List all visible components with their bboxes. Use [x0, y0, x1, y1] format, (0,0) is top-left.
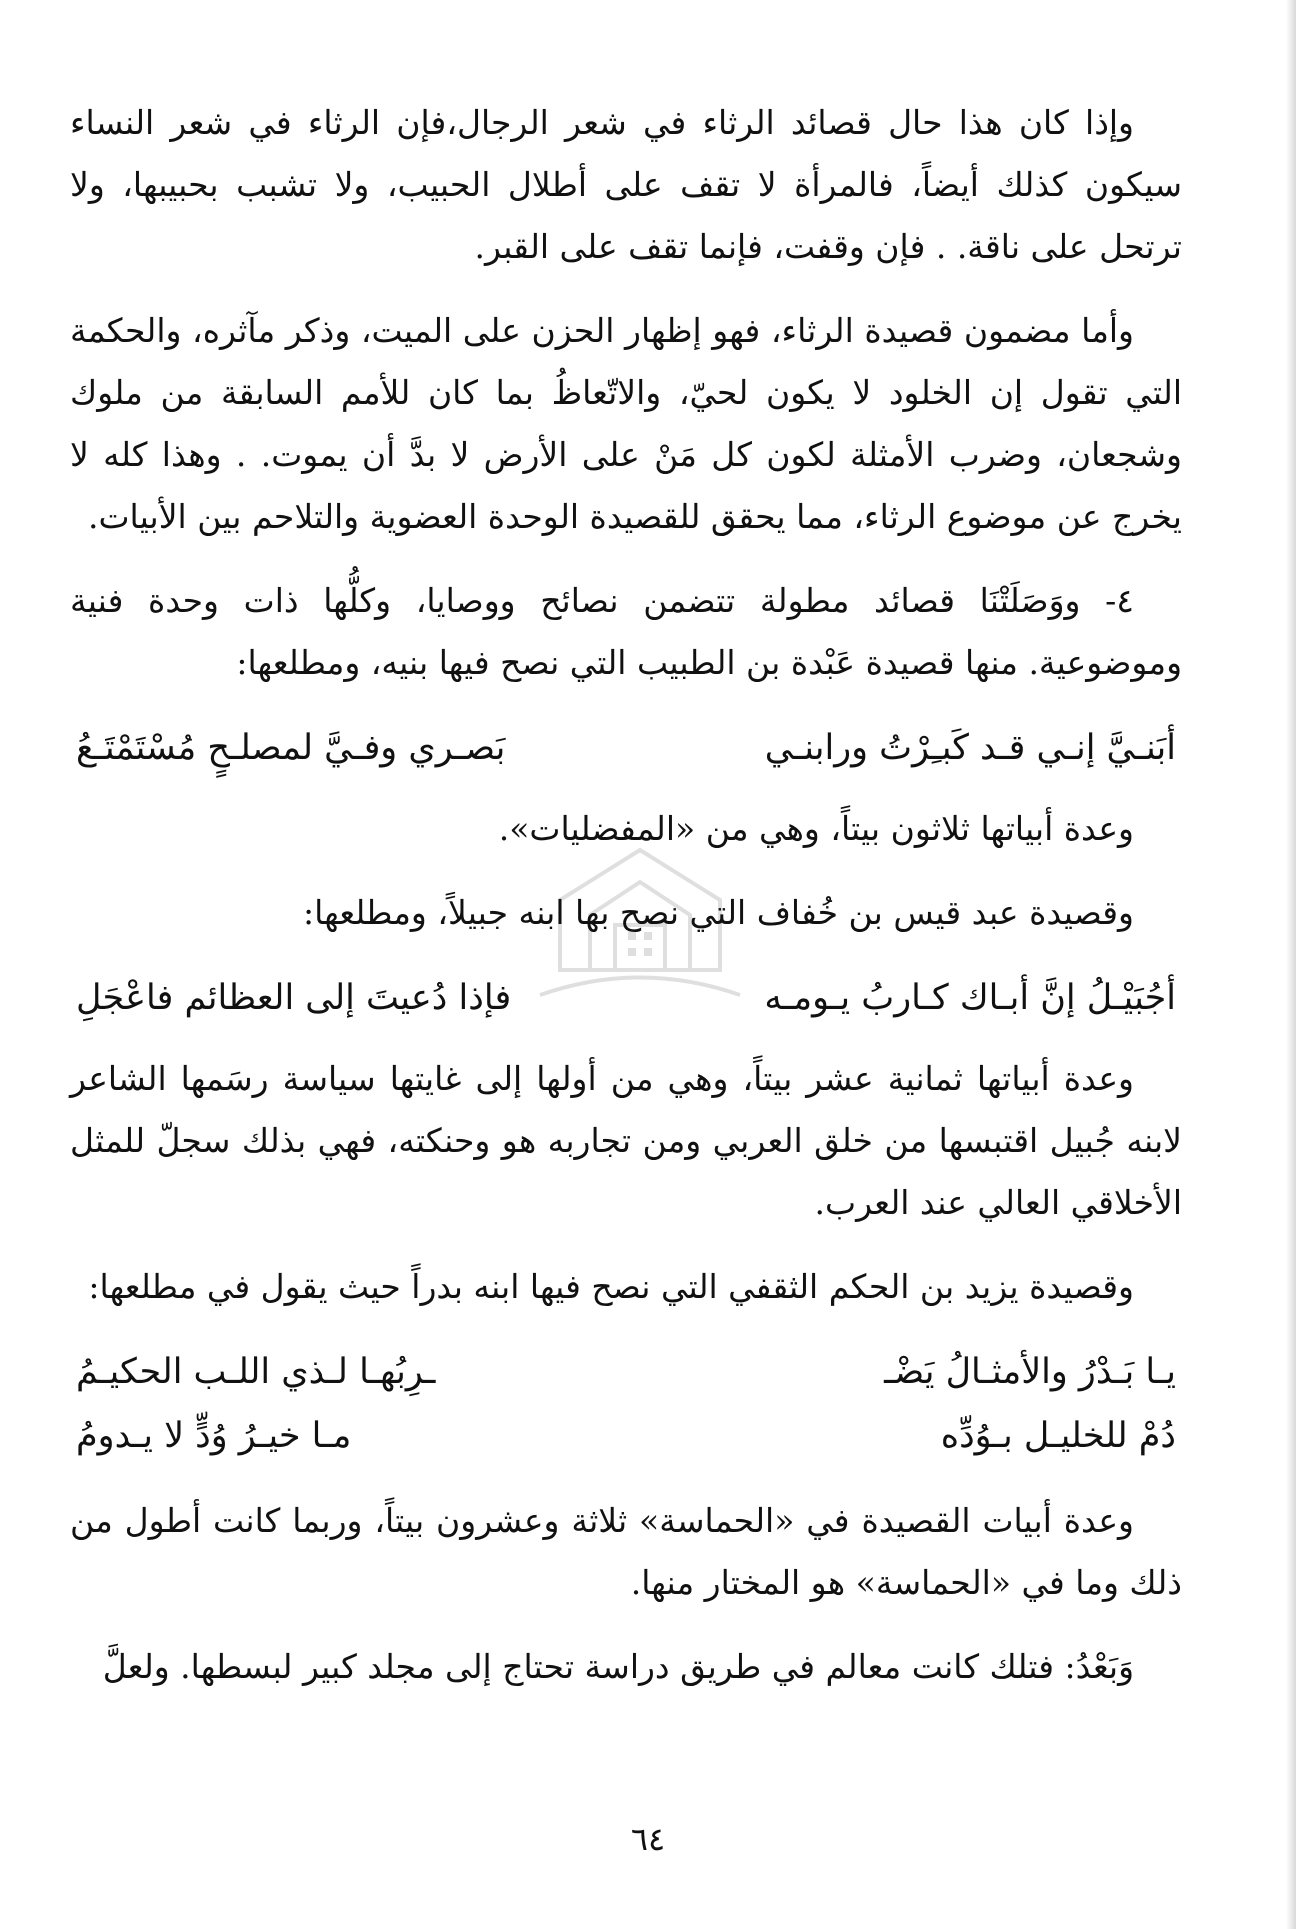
- paragraph-elegy-content: وأما مضمون قصيدة الرثاء، فهو إظهار الحزن على الميت، وذكر مآثره، والحكمة التي تقول إن الخلود لا يكون لحيّ، والاتّعاظُ بما كان للأمم السابقة من ملوك وشجعان، وضرب الأمثلة لكون كل مَنْ على الأرض لا بدَّ أن يموت. . وهذا كله لا يخرج عن موضوع الرثاء، مما يحقق للقصيدة الوحدة العضوية والتلاحم بين الأبيات.: [70, 311, 1182, 536]
- page-body: [70, 92, 1182, 1720]
- scan-edge: [1286, 0, 1296, 1929]
- verse-yazid-2: [70, 1404, 1182, 1468]
- paragraph-yazid: وقصيدة يزيد بن الحكم الثقفي التي نصح فيها ابنه بدراً حيث يقول في مطلعها:: [88, 1267, 1134, 1306]
- verse-second-hemistich: ـرِبُهـا لـذي اللـب الحكيـمُ: [76, 1352, 436, 1392]
- paragraph-elegy-women: وإذا كان هذا حال قصائد الرثاء في شعر الرجال،فإن الرثاء في شعر النساء سيكون كذلك أيضاً، فالمرأة لا تقف على أطلال الحبيب، ولا تشبب بحبيبها، ولا ترتحل على ناقة. . فإن وقفت، فإنما تقف على القبر.: [70, 103, 1182, 266]
- page-number: ٦٤: [630, 1820, 666, 1858]
- verse-second-hemistich: فإذا دُعيتَ إلى العظائم فاعْجَلِ: [76, 978, 512, 1018]
- verse-first-hemistich: يـا بَـدْرُ والأمثـالُ يَضْـ: [884, 1352, 1176, 1392]
- verse-abda: [70, 716, 1182, 780]
- paragraph-abda-count: وعدة أبياتها ثلاثون بيتاً، وهي من «المفضليات».: [498, 809, 1134, 848]
- verse-second-hemistich: مـا خيـرُ وُدٍّ لا يـدومُ: [76, 1416, 352, 1456]
- verse-first-hemistich: أجُبَيْـلُ إنَّ أبـاك كـاربُ يـومـه: [764, 978, 1176, 1018]
- paragraph-abd-qays-count: وعدة أبياتها ثمانية عشر بيتاً، وهي من أولها إلى غايتها سياسة رسَمها الشاعر لابنه جُبيل اقتبسها من خلق العربي ومن تجاربه هو وحنكته، فهي بذلك سجلّ للمثل الأخلاقي العالي عند العرب.: [70, 1059, 1182, 1222]
- paragraph-conclusion: وَبَعْدُ: فتلك كانت معالم في طريق دراسة تحتاج إلى مجلد كبير لبسطها. ولعلَّ: [102, 1647, 1134, 1686]
- verse-first-hemistich: دُمْ للخليـل بـوُدِّه: [940, 1416, 1176, 1456]
- verse-yazid-1: [70, 1340, 1182, 1404]
- paragraph-hamasa: وعدة أبيات القصيدة في «الحماسة» ثلاثة وعشرون بيتاً، وربما كانت أطول من ذلك وما في «الحماسة» هو المختار منها.: [70, 1501, 1182, 1602]
- paragraph-abd-qays: وقصيدة عبد قيس بن خُفاف التي نصح بها ابنه جبيلاً، ومطلعها:: [302, 893, 1134, 932]
- verse-abd-qays: [70, 966, 1182, 1030]
- verse-group-yazid: [70, 1340, 1182, 1468]
- verse-second-hemistich: بَصـري وفـيَّ لمصلـحٍ مُسْتَمْتَـعُ: [76, 728, 506, 768]
- verse-first-hemistich: أبَنـيَّ إنـي قـد كَبـِرْتُ ورابنـي: [764, 728, 1176, 768]
- paragraph-point-4: ٤- ووَصَلَتْنَا قصائد مطولة تتضمن نصائح ووصايا، وكلُّها ذات وحدة فنية وموضوعية. منها قصيدة عَبْدة بن الطبيب التي نصح فيها بنيه، ومطلعها:: [70, 581, 1182, 682]
